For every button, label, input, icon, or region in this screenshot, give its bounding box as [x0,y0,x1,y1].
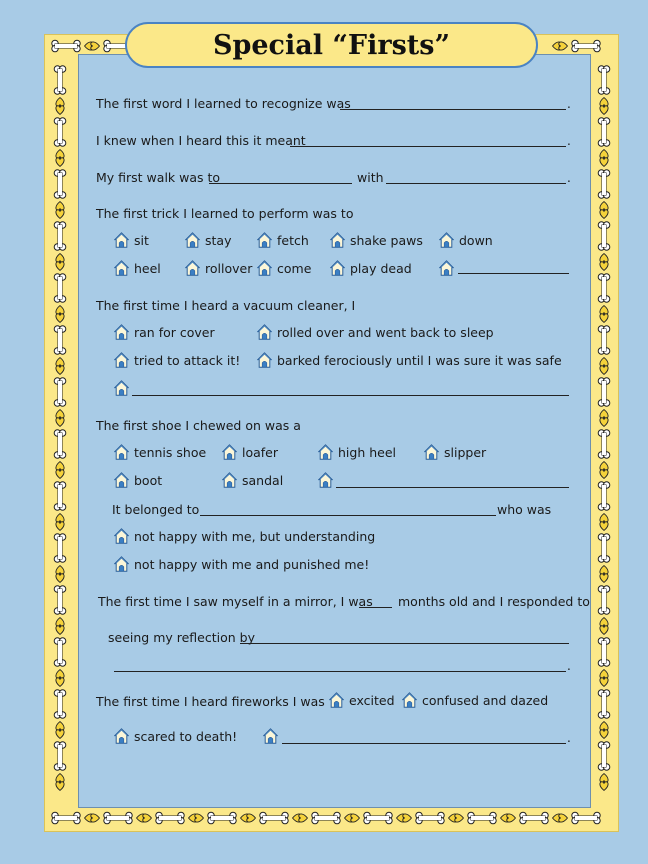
heart-icon [195,814,204,822]
heart-icon [600,574,608,583]
trick-option[interactable]: sit [114,232,149,248]
bone-icon [54,66,66,94]
heart-icon [600,306,608,315]
bone-icon [312,812,340,824]
bone-icon [598,430,610,458]
bone-icon [598,222,610,250]
who-was-text: who was [497,502,552,517]
fireworks-option[interactable]: confused and dazed [402,692,548,708]
q3-with-text: with [357,170,384,185]
heart-icon [351,814,360,822]
heart-icon [91,42,100,50]
doghouse-checkbox-icon[interactable] [114,352,129,368]
bone-icon [54,118,66,146]
heart-icon [56,574,64,583]
page-title: Special “Firsts” [213,29,450,61]
bone-icon [208,812,236,824]
doghouse-checkbox-icon[interactable] [257,232,272,248]
trick-option[interactable]: play dead [330,260,412,276]
heart-icon [600,678,608,687]
period: . [567,171,571,185]
bone-icon [598,742,610,770]
heart-icon [247,814,256,822]
q7-reflection-line-2[interactable] [114,671,566,672]
bone-icon [598,378,610,406]
heart-icon [600,262,608,271]
q3-with-line[interactable] [386,183,566,184]
fireworks-option[interactable]: excited [329,692,395,708]
heart-icon [56,358,64,367]
belonged-line[interactable] [200,515,496,516]
heart-icon [600,730,608,739]
heart-icon [600,782,608,791]
trick-other-option[interactable] [439,260,459,276]
trick-option[interactable]: come [257,260,311,276]
bone-icon [598,638,610,666]
heart-icon [56,210,64,219]
heart-icon [600,626,608,635]
doghouse-checkbox-icon[interactable] [114,528,129,544]
heart-icon [91,814,100,822]
q6-text: The first shoe I chewed on was a [96,418,301,433]
bone-icon [54,274,66,302]
fireworks-option[interactable]: scared to death! [114,728,237,744]
doghouse-checkbox-icon[interactable] [185,232,200,248]
heart-icon [56,150,64,159]
vacuum-option[interactable]: tried to attack it! [114,352,240,368]
period: . [567,731,571,745]
bone-icon [54,170,66,198]
heart-icon [56,522,64,531]
heart-icon [56,774,64,783]
heart-icon [56,470,64,479]
heart-icon [559,814,568,822]
bone-icon [54,586,66,614]
bone-icon [54,222,66,250]
bone-icon [598,326,610,354]
heart-icon [600,514,608,523]
bone-icon [52,812,80,824]
reaction-option[interactable]: not happy with me and punished me! [114,556,369,572]
heart-icon [56,158,64,167]
heart-icon [455,814,464,822]
heart-icon [56,418,64,427]
bone-icon [598,170,610,198]
heart-icon [600,98,608,107]
heart-icon [600,358,608,367]
belonged-text: It belonged to [112,502,200,517]
doghouse-checkbox-icon[interactable] [424,444,439,460]
heart-icon [600,566,608,575]
heart-icon [600,470,608,479]
q7-reflection-text: seeing my reflection by [108,630,255,645]
bone-icon [54,534,66,562]
bone-icon [54,430,66,458]
bone-icon [598,274,610,302]
period: . [567,659,571,673]
heart-icon [600,158,608,167]
doghouse-checkbox-icon[interactable] [114,380,129,396]
heart-icon [600,202,608,211]
bone-icon [54,482,66,510]
doghouse-checkbox-icon[interactable] [222,444,237,460]
heart-icon [56,98,64,107]
trick-option[interactable]: shake paws [330,232,423,248]
q1-answer-line[interactable] [340,109,566,110]
bone-icon [54,742,66,770]
doghouse-checkbox-icon[interactable] [330,232,345,248]
doghouse-checkbox-icon[interactable] [114,444,129,460]
bone-icon [520,812,548,824]
heart-icon [56,262,64,271]
q7-text-cont: months old and I responded to [398,594,590,609]
vacuum-option[interactable]: rolled over and went back to sleep [257,324,494,340]
bone-icon [364,812,392,824]
doghouse-checkbox-icon[interactable] [114,556,129,572]
doghouse-checkbox-icon[interactable] [257,324,272,340]
q8-text: The first time I heard fireworks I was [96,694,325,709]
vacuum-other-line[interactable] [132,395,569,396]
doghouse-checkbox-icon[interactable] [222,472,237,488]
doghouse-checkbox-icon[interactable] [114,728,129,744]
title-banner [125,22,538,68]
shoe-option[interactable]: boot [114,472,162,488]
heart-icon [600,418,608,427]
doghouse-checkbox-icon[interactable] [329,692,344,708]
heart-icon [600,314,608,323]
fireworks-other-line[interactable] [282,743,566,744]
q5-text: The first time I heard a vacuum cleaner, I [96,298,356,313]
bone-icon [598,586,610,614]
heart-icon [600,366,608,375]
heart-icon [56,462,64,471]
heart-icon [56,306,64,315]
heart-icon [56,670,64,679]
q7-text: The first time I saw myself in a mirror, I was [98,594,373,609]
bone-icon [54,638,66,666]
q2-text: I knew when I heard this it meant [96,133,306,148]
doghouse-checkbox-icon[interactable] [114,324,129,340]
doghouse-checkbox-icon[interactable] [439,232,454,248]
heart-icon [56,626,64,635]
shoe-option[interactable]: loafer [222,444,278,460]
doghouse-checkbox-icon[interactable] [263,728,278,744]
heart-icon [600,254,608,263]
heart-icon [56,678,64,687]
heart-icon [600,462,608,471]
bone-icon [572,40,600,52]
doghouse-checkbox-icon[interactable] [257,352,272,368]
vacuum-option[interactable]: ran for cover [114,324,215,340]
bone-icon [598,690,610,718]
shoe-other-option[interactable] [318,472,338,488]
bone-icon [468,812,496,824]
bone-icon [598,482,610,510]
heart-icon [600,106,608,115]
doghouse-checkbox-icon[interactable] [114,472,129,488]
fireworks-other-option[interactable] [263,728,283,744]
q3-walk-line[interactable] [209,183,352,184]
doghouse-checkbox-icon[interactable] [439,260,454,276]
trick-other-line[interactable] [458,273,569,274]
vacuum-other-option[interactable] [114,380,134,396]
shoe-option[interactable]: sandal [222,472,283,488]
heart-icon [56,514,64,523]
reaction-option[interactable]: not happy with me, but understanding [114,528,375,544]
heart-icon [143,814,152,822]
q7-reflection-line[interactable] [240,643,569,644]
doghouse-checkbox-icon[interactable] [185,260,200,276]
doghouse-checkbox-icon[interactable] [257,260,272,276]
heart-icon [56,410,64,419]
heart-icon [600,410,608,419]
trick-option[interactable]: down [439,232,493,248]
heart-icon [56,366,64,375]
trick-option[interactable]: fetch [257,232,309,248]
heart-icon [299,814,308,822]
period: . [567,97,571,111]
heart-icon [56,106,64,115]
doghouse-checkbox-icon[interactable] [318,444,333,460]
heart-icon [600,774,608,783]
bone-icon [54,326,66,354]
heart-icon [56,722,64,731]
doghouse-checkbox-icon[interactable] [318,472,333,488]
heart-icon [600,722,608,731]
doghouse-checkbox-icon[interactable] [330,260,345,276]
bone-icon [104,812,132,824]
heart-icon [600,210,608,219]
q2-answer-line[interactable] [290,146,566,147]
heart-icon [56,314,64,323]
trick-option[interactable]: rollover [185,260,252,276]
bone-icon [52,40,80,52]
bone-icon [416,812,444,824]
shoe-other-line[interactable] [336,487,569,488]
heart-icon [600,522,608,531]
q1-text: The first word I learned to recognize was [96,96,351,111]
heart-icon [56,782,64,791]
heart-icon [56,730,64,739]
heart-icon [56,566,64,575]
doghouse-checkbox-icon[interactable] [114,232,129,248]
heart-icon [403,814,412,822]
trick-option[interactable]: stay [185,232,231,248]
trick-option[interactable]: heel [114,260,161,276]
shoe-option[interactable]: slipper [424,444,486,460]
heart-icon [600,670,608,679]
bone-icon [598,66,610,94]
heart-icon [600,618,608,627]
q3-text: My first walk was to [96,170,221,185]
bone-icon [156,812,184,824]
shoe-option[interactable]: high heel [318,444,396,460]
bone-icon [572,812,600,824]
q7-months-line[interactable] [359,607,392,608]
bone-icon [54,690,66,718]
shoe-option[interactable]: tennis shoe [114,444,206,460]
heart-icon [559,42,568,50]
vacuum-option[interactable]: barked ferociously until I was sure it was safe [257,352,562,368]
heart-icon [507,814,516,822]
doghouse-checkbox-icon[interactable] [114,260,129,276]
heart-icon [600,150,608,159]
heart-icon [56,254,64,263]
period: . [567,134,571,148]
heart-icon [56,618,64,627]
q4-text: The first trick I learned to perform was to [96,206,354,221]
bone-icon [260,812,288,824]
bone-icon [598,118,610,146]
heart-icon [56,202,64,211]
doghouse-checkbox-icon[interactable] [402,692,417,708]
bone-icon [598,534,610,562]
bone-icon [54,378,66,406]
